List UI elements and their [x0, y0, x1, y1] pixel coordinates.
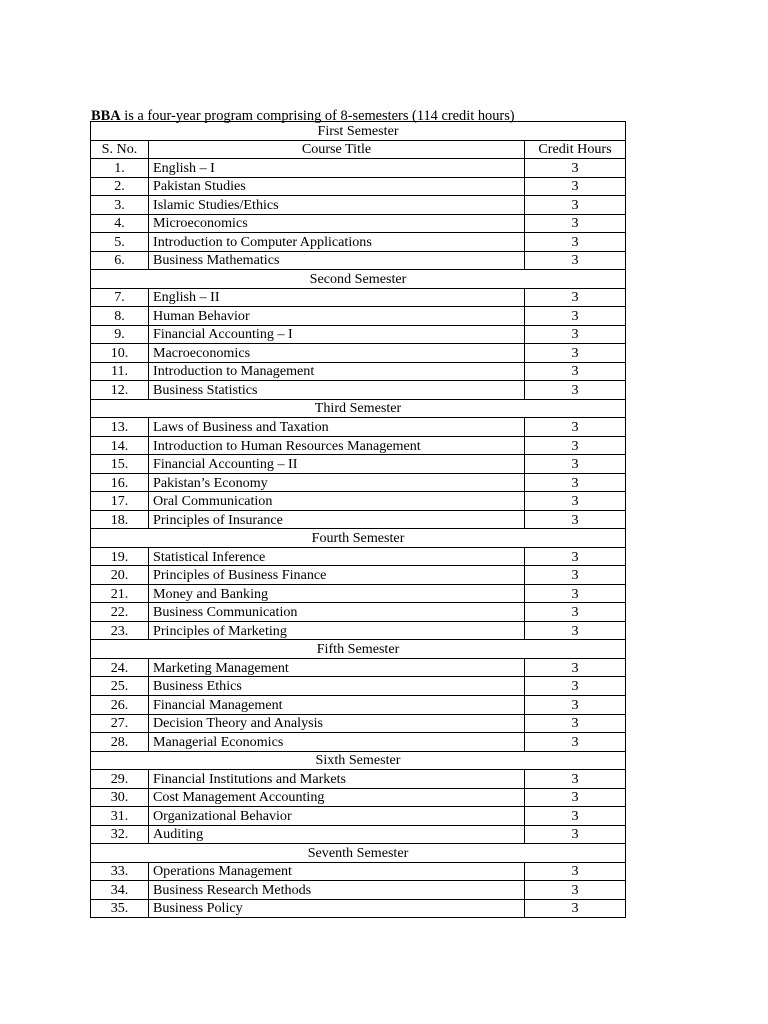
course-title: Macroeconomics: [149, 344, 525, 363]
course-title: English – I: [149, 159, 525, 178]
table-row: [91, 251, 626, 270]
credit-hours: 3: [525, 621, 626, 640]
serial-number: 27.: [91, 714, 149, 733]
serial-number: 8.: [91, 307, 149, 326]
serial-number: 21.: [91, 584, 149, 603]
course-title: Organizational Behavior: [149, 807, 525, 826]
credit-hours: 3: [525, 547, 626, 566]
course-title: Decision Theory and Analysis: [149, 714, 525, 733]
serial-number: 18.: [91, 510, 149, 529]
semester-heading-row: [91, 270, 626, 289]
serial-number: 3.: [91, 196, 149, 215]
credit-hours: 3: [525, 733, 626, 752]
program-name: BBA: [91, 108, 121, 125]
serial-number: 11.: [91, 362, 149, 381]
table-row: [91, 492, 626, 511]
course-title: Islamic Studies/Ethics: [149, 196, 525, 215]
table-row: [91, 547, 626, 566]
credit-hours: 3: [525, 251, 626, 270]
table-row: [91, 714, 626, 733]
credit-hours: 3: [525, 344, 626, 363]
table-row: [91, 566, 626, 585]
credit-hours: 3: [525, 566, 626, 585]
semester-heading-row: [91, 640, 626, 659]
table-row: [91, 381, 626, 400]
table-row: [91, 584, 626, 603]
semester-heading: First Semester: [91, 122, 626, 141]
serial-number: 9.: [91, 325, 149, 344]
credit-hours: 3: [525, 510, 626, 529]
table-row: [91, 862, 626, 881]
credit-hours: 3: [525, 381, 626, 400]
table-row: [91, 899, 626, 918]
table-row: [91, 344, 626, 363]
credit-hours: 3: [525, 288, 626, 307]
program-description: is a four-year program comprising of 8-semesters (114 credit hours): [120, 108, 515, 125]
course-title: Statistical Inference: [149, 547, 525, 566]
credit-hours: 3: [525, 770, 626, 789]
credit-hours: 3: [525, 677, 626, 696]
serial-number: 7.: [91, 288, 149, 307]
credit-hours: 3: [525, 862, 626, 881]
semester-heading-row: [91, 399, 626, 418]
table-row: [91, 473, 626, 492]
serial-number: 33.: [91, 862, 149, 881]
table-row: [91, 436, 626, 455]
course-title: Principles of Business Finance: [149, 566, 525, 585]
course-title: Money and Banking: [149, 584, 525, 603]
table-row: [91, 621, 626, 640]
credit-hours: 3: [525, 807, 626, 826]
table-row: [91, 807, 626, 826]
serial-number: 12.: [91, 381, 149, 400]
table-row: [91, 288, 626, 307]
credit-hours: 3: [525, 899, 626, 918]
table-row: [91, 455, 626, 474]
table-row: [91, 881, 626, 900]
semester-heading-row: [91, 751, 626, 770]
course-title: Financial Management: [149, 695, 525, 714]
credit-hours: 3: [525, 695, 626, 714]
table-row: [91, 825, 626, 844]
serial-number: 13.: [91, 418, 149, 437]
serial-number: 23.: [91, 621, 149, 640]
table-row: [91, 733, 626, 752]
column-header-sno: S. No.: [91, 140, 149, 159]
course-title: Principles of Marketing: [149, 621, 525, 640]
table-row: [91, 695, 626, 714]
credit-hours: 3: [525, 788, 626, 807]
serial-number: 4.: [91, 214, 149, 233]
serial-number: 16.: [91, 473, 149, 492]
credit-hours: 3: [525, 584, 626, 603]
credit-hours: 3: [525, 455, 626, 474]
course-title: Principles of Insurance: [149, 510, 525, 529]
course-title: Cost Management Accounting: [149, 788, 525, 807]
serial-number: 26.: [91, 695, 149, 714]
course-title: Introduction to Computer Applications: [149, 233, 525, 252]
credit-hours: 3: [525, 325, 626, 344]
course-title: Oral Communication: [149, 492, 525, 511]
semester-heading-row: [91, 844, 626, 863]
semester-heading: Sixth Semester: [91, 751, 626, 770]
course-title: Financial Institutions and Markets: [149, 770, 525, 789]
credit-hours: 3: [525, 436, 626, 455]
table-row: [91, 159, 626, 178]
semester-heading: Third Semester: [91, 399, 626, 418]
credit-hours: 3: [525, 214, 626, 233]
course-title: Auditing: [149, 825, 525, 844]
table-row: [91, 788, 626, 807]
credit-hours: 3: [525, 881, 626, 900]
credit-hours: 3: [525, 159, 626, 178]
serial-number: 15.: [91, 455, 149, 474]
semester-heading-row: [91, 122, 626, 141]
serial-number: 6.: [91, 251, 149, 270]
course-title: Managerial Economics: [149, 733, 525, 752]
table-row: [91, 177, 626, 196]
table-row: [91, 233, 626, 252]
table-row: [91, 677, 626, 696]
table-row: [91, 658, 626, 677]
semester-heading: Seventh Semester: [91, 844, 626, 863]
course-title: Introduction to Management: [149, 362, 525, 381]
course-title: Laws of Business and Taxation: [149, 418, 525, 437]
course-title: Pakistan’s Economy: [149, 473, 525, 492]
course-title: Business Mathematics: [149, 251, 525, 270]
course-title: Business Communication: [149, 603, 525, 622]
credit-hours: 3: [525, 362, 626, 381]
credit-hours: 3: [525, 603, 626, 622]
course-title: Financial Accounting – II: [149, 455, 525, 474]
serial-number: 30.: [91, 788, 149, 807]
column-header-course-title: Course Title: [149, 140, 525, 159]
curriculum-table-body: [91, 122, 626, 918]
credit-hours: 3: [525, 233, 626, 252]
semester-heading: Fourth Semester: [91, 529, 626, 548]
credit-hours: 3: [525, 714, 626, 733]
course-title: Pakistan Studies: [149, 177, 525, 196]
column-header-credit-hours: Credit Hours: [525, 140, 626, 159]
serial-number: 25.: [91, 677, 149, 696]
semester-heading: Second Semester: [91, 270, 626, 289]
serial-number: 14.: [91, 436, 149, 455]
credit-hours: 3: [525, 825, 626, 844]
column-header-row: [91, 140, 626, 159]
table-row: [91, 214, 626, 233]
table-row: [91, 362, 626, 381]
credit-hours: 3: [525, 196, 626, 215]
table-row: [91, 325, 626, 344]
curriculum-table: [90, 121, 626, 918]
serial-number: 5.: [91, 233, 149, 252]
credit-hours: 3: [525, 307, 626, 326]
table-row: [91, 418, 626, 437]
serial-number: 31.: [91, 807, 149, 826]
course-title: English – II: [149, 288, 525, 307]
serial-number: 17.: [91, 492, 149, 511]
table-row: [91, 510, 626, 529]
serial-number: 32.: [91, 825, 149, 844]
credit-hours: 3: [525, 418, 626, 437]
table-row: [91, 196, 626, 215]
table-row: [91, 307, 626, 326]
semester-heading: Fifth Semester: [91, 640, 626, 659]
course-title: Business Policy: [149, 899, 525, 918]
semester-heading-row: [91, 529, 626, 548]
credit-hours: 3: [525, 492, 626, 511]
credit-hours: 3: [525, 658, 626, 677]
serial-number: 29.: [91, 770, 149, 789]
course-title: Business Research Methods: [149, 881, 525, 900]
serial-number: 19.: [91, 547, 149, 566]
serial-number: 22.: [91, 603, 149, 622]
credit-hours: 3: [525, 177, 626, 196]
serial-number: 35.: [91, 899, 149, 918]
table-row: [91, 770, 626, 789]
course-title: Introduction to Human Resources Management: [149, 436, 525, 455]
serial-number: 10.: [91, 344, 149, 363]
serial-number: 1.: [91, 159, 149, 178]
serial-number: 24.: [91, 658, 149, 677]
course-title: Microeconomics: [149, 214, 525, 233]
table-row: [91, 603, 626, 622]
course-title: Financial Accounting – I: [149, 325, 525, 344]
serial-number: 20.: [91, 566, 149, 585]
serial-number: 2.: [91, 177, 149, 196]
serial-number: 34.: [91, 881, 149, 900]
course-title: Operations Management: [149, 862, 525, 881]
serial-number: 28.: [91, 733, 149, 752]
course-title: Human Behavior: [149, 307, 525, 326]
credit-hours: 3: [525, 473, 626, 492]
course-title: Business Ethics: [149, 677, 525, 696]
course-title: Business Statistics: [149, 381, 525, 400]
course-title: Marketing Management: [149, 658, 525, 677]
